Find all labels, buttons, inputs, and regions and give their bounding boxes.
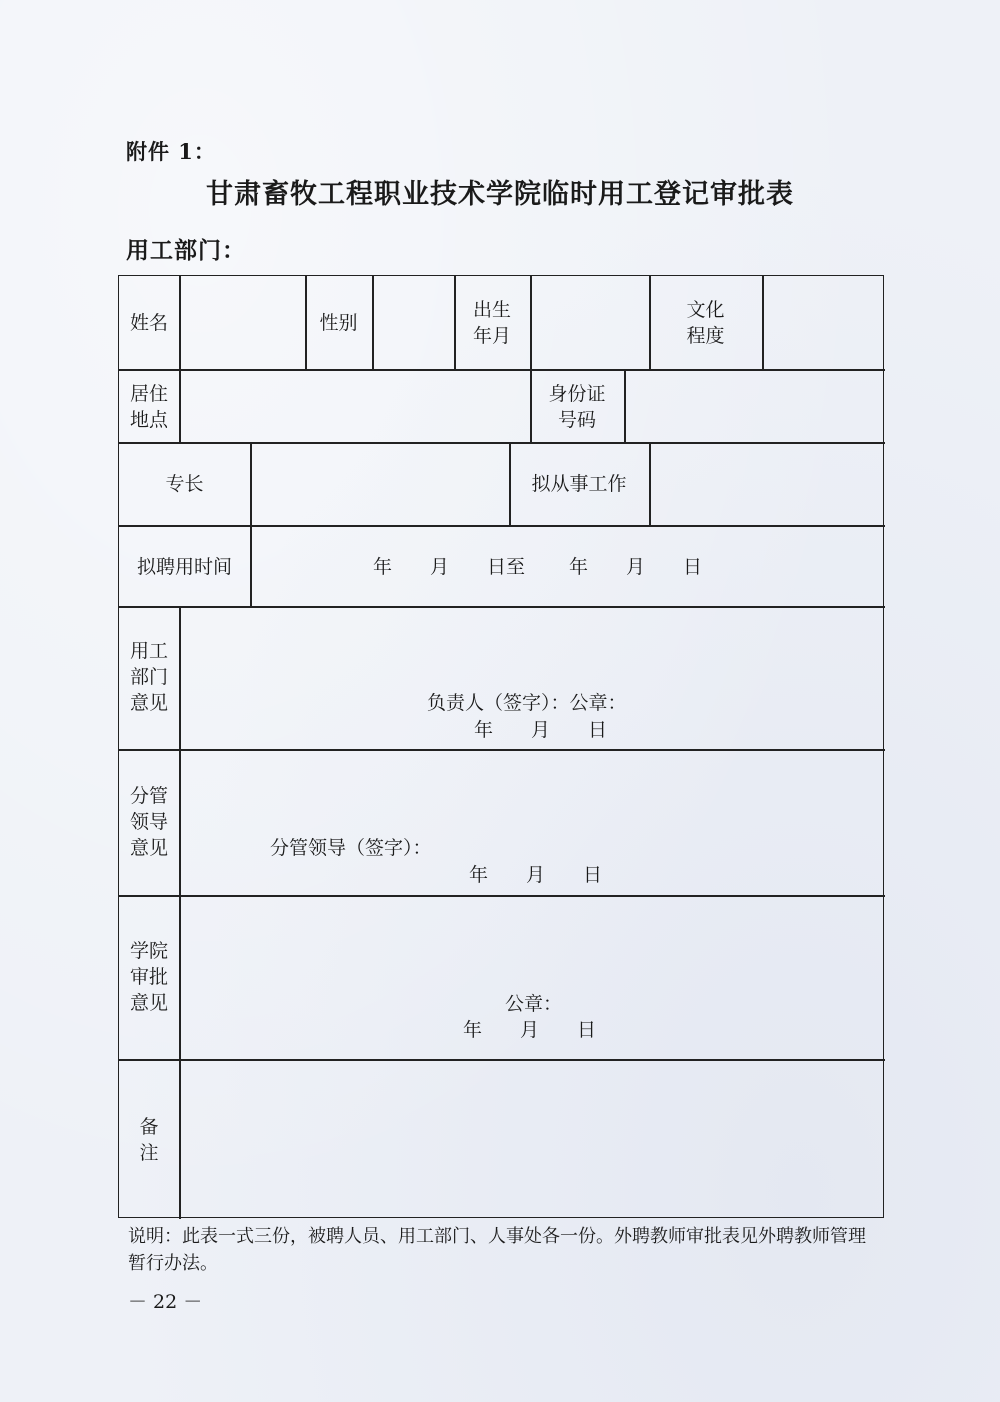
college-opinion-label-line2: 审批 [129, 966, 168, 988]
id-number-label-line2: 号码 [557, 409, 596, 431]
intended-work-label: 拟从事工作 [531, 473, 627, 495]
id-number-label-line1: 身份证 [548, 383, 606, 405]
registration-table [118, 275, 884, 1218]
leader-signature-line: 分管领导（签字）： [270, 837, 432, 859]
college-opinion-label-line3: 意见 [129, 992, 168, 1014]
dept-date-line: 年 月 日 [474, 719, 608, 741]
education-label-line2: 程度 [686, 325, 725, 347]
hire-period-dates: 年 月 日至 年 月 日 [373, 556, 703, 578]
footnote: 说明：此表一式三份，被聘人员、用工部门、人事处各一份。外聘教师审批表见外聘教师管理暂行办法。 [128, 1226, 866, 1274]
gender-label: 性别 [319, 312, 358, 334]
remarks-label-line2: 注 [139, 1142, 159, 1164]
leader-opinion-label-line1: 分管 [129, 785, 168, 807]
dept-signature-line: 负责人（签字）：公章： [427, 692, 627, 714]
dept-opinion-label-line3: 意见 [129, 692, 168, 714]
department-label: 用工部门： [126, 237, 246, 264]
leader-date-line: 年 月 日 [469, 864, 603, 886]
page-title: 甘肃畜牧工程职业技术学院临时用工登记审批表 [206, 179, 794, 210]
page-number: － 22 － [128, 1291, 203, 1313]
name-label: 姓名 [129, 312, 168, 334]
specialty-label: 专长 [165, 473, 204, 495]
address-label-line2: 地点 [129, 409, 168, 431]
college-opinion-label-line1: 学院 [129, 940, 168, 962]
address-label-line1: 居住 [129, 383, 168, 405]
leader-opinion-label-line2: 领导 [129, 811, 168, 833]
college-date-line: 年 月 日 [463, 1019, 597, 1041]
remarks-label-line1: 备 [139, 1116, 159, 1138]
dept-opinion-label-line2: 部门 [129, 666, 168, 688]
attachment-label: 附件 1： [126, 139, 216, 164]
dept-opinion-label-line1: 用工 [129, 640, 168, 662]
hire-period-label: 拟聘用时间 [136, 556, 232, 578]
college-seal-line: 公章： [505, 993, 563, 1015]
birth-label-line2: 年月 [472, 325, 511, 347]
education-label-line1: 文化 [686, 299, 725, 321]
birth-label-line1: 出生 [472, 299, 511, 321]
leader-opinion-label-line3: 意见 [129, 837, 168, 859]
